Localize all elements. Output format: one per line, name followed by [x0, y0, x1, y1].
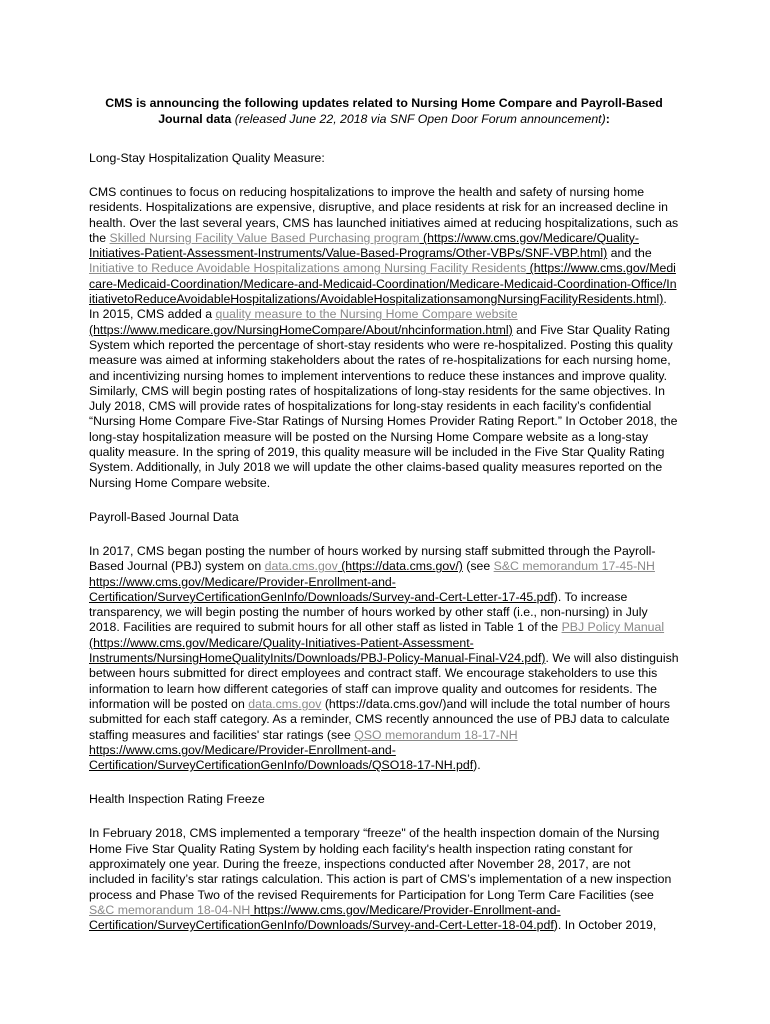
document-title: [89, 95, 679, 127]
text: and Five Star Quality Rating System which reported the percentage of short-stay residents who were re-hospitalized. Posting this quality measure was aimed at informing stakeholders about the rates of re-hospitalizations for each nursing home, and incentivizing nursing homes to implement interventions to reduce these instances and improve quality. Similarly, CMS will begin posting rates of hospitalizations of long-stay residents for the same objectives. In July 2018, CMS will provide rates of hospitalizations for long-stay residents in each facility’s confidential “Nursing Home Compare Five-Star Ratings of Nursing Homes Provider Rating Report.” In October 2018, the long-stay hospitalization measure will be posted on the Nursing Home Compare website as a long-stay quality measure. In the spring of 2019, this quality measure will be included in the Five Star Quality Rating System. Additionally, in July 2018 we will update the other claims-based quality measures reported on the Nursing Home Compare website.: [89, 322, 678, 490]
link-data-cms-gov-2[interactable]: data.cms.gov: [248, 696, 322, 711]
section-heading-inspection-freeze: Health Inspection Rating Freeze: [89, 792, 265, 807]
link-pbj-policy-manual[interactable]: PBJ Policy Manual: [561, 620, 665, 635]
url-sc-memo-18-04[interactable]: https://www.cms.gov/Medicare/Provider-Enrollment-and-Certification/SurveyCertificationGenInfo/Downloads/Survey-and-Cert-Letter-18-04.pdf: [89, 902, 561, 933]
link-sc-memo-17-45[interactable]: S&C memorandum 17-45-NH: [493, 559, 655, 574]
link-sc-memo-18-04[interactable]: S&C memorandum 18-04-NH: [89, 902, 251, 917]
text: ).: [473, 758, 481, 773]
url-pbj-policy-manual[interactable]: (https://www.cms.gov/Medicare/Quality-Initiatives-Patient-Assessment-Instruments/NursingHomeQualityInits/Downloads/PBJ-Policy-Manual-Final-V24.pdf): [89, 635, 546, 666]
text: ). In October 2019,: [553, 918, 657, 933]
title-bold: CMS is announcing the following updates related to Nursing Home Compare and Payroll-Based Journal data: [105, 96, 663, 126]
paragraph-inspection-freeze: [89, 826, 679, 933]
link-data-cms-gov[interactable]: data.cms.gov: [264, 559, 338, 574]
text: In 2017, CMS began posting the number of hours worked by nursing staff submitted through the Payroll-Based Journal (PBJ) system on: [89, 543, 656, 574]
paragraph-pbj: [89, 544, 679, 773]
url-data-cms-gov[interactable]: (https://data.cms.gov/): [337, 559, 463, 574]
text: and the: [607, 246, 652, 261]
link-qso-memo-18-17[interactable]: QSO memorandum 18-17-NH: [354, 727, 518, 742]
link-snf-vbp[interactable]: Skilled Nursing Facility Value Based Purchasing program: [109, 230, 420, 245]
link-quality-measure[interactable]: quality measure to the Nursing Home Compare website: [215, 307, 518, 322]
text: (https://data.cms.gov/)and will include the total number of hours submitted for each staff category. As a reminder, CMS recently announced the use of PBJ data to calculate staffing measures and facilities' star ratings (see: [89, 696, 670, 742]
title-colon: :: [605, 112, 610, 126]
text: CMS continues to focus on reducing hospitalizations to improve the health and safety of nursing home residents. Hospitalizations are expensive, disruptive, and place residents at risk for an increased decline in health. Over the last several years, CMS has launched initiatives aimed at reducing hospitalizations, such as the: [89, 185, 679, 245]
section-heading-hospitalization: Long-Stay Hospitalization Quality Measure:: [89, 151, 325, 165]
text: In February 2018, CMS implemented a temporary “freeze" of the health inspection domain of the Nursing Home Five Star Quality Rating System by holding each facility's health inspection rating constant for approximately one year. During the freeze, inspections conducted after November 28, 2017, are not included in facility’s star ratings calculation. This action is part of CMS’s implementation of a new inspection process and Phase Two of the revised Requirements for Participation for Long Term Care Facilities (see: [89, 826, 672, 902]
document-page: [89, 95, 679, 952]
url-sc-memo-17-45[interactable]: https://www.cms.gov/Medicare/Provider-Enrollment-and-Certification/SurveyCertificationGenInfo/Downloads/Survey-and-Cert-Letter-17-45.pdf: [89, 574, 554, 604]
link-avoidable-hospitalizations[interactable]: Initiative to Reduce Avoidable Hospitalizations among Nursing Facility Residents: [89, 261, 527, 276]
text: (see: [462, 559, 494, 574]
text: ). To increase transparency, we will begin posting the number of hours worked by other staff (i.e., non-nursing) in July 2018. Facilities are required to submit hours for all other staff as listed in Table 1 of the: [89, 589, 648, 635]
section-heading-pbj: Payroll-Based Journal Data: [89, 509, 239, 524]
url-qso-memo-18-17[interactable]: https://www.cms.gov/Medicare/Provider-Enrollment-and-Certification/SurveyCertificationGenInfo/Downloads/QSO18-17-NH.pdf: [89, 742, 474, 773]
title-release-note: (released June 22, 2018 via SNF Open Door Forum announcement): [234, 112, 606, 126]
text: . We will also distinguish between hours submitted for direct employees and contract staff. We encourage stakeholders to use this information to learn how different categories of staff can improve quality and outcomes for residents. The information will be posted on: [89, 651, 679, 711]
url-snf-vbp[interactable]: (https://www.cms.gov/Medicare/Quality-Initiatives-Patient-Assessment-Instruments/Value-Based-Programs/Other-VBPs/SNF-VBP.html): [89, 230, 639, 261]
paragraph-hospitalization: [89, 185, 679, 491]
url-avoidable-hospitalizations[interactable]: (https://www.cms.gov/Medicare-Medicaid-Coordination/Medicare-and-Medicaid-Coordination/Medicare-Medicaid-Coordination-Office/InitiativetoReduceAvoidableHospitalizations/AvoidableHospitalizationsamongNursingFacilityResidents.html): [89, 261, 677, 307]
url-nhc-information[interactable]: (https://www.medicare.gov/NursingHomeCompare/About/nhcinformation.html): [89, 322, 513, 337]
text: . In 2015, CMS added a: [89, 292, 667, 322]
